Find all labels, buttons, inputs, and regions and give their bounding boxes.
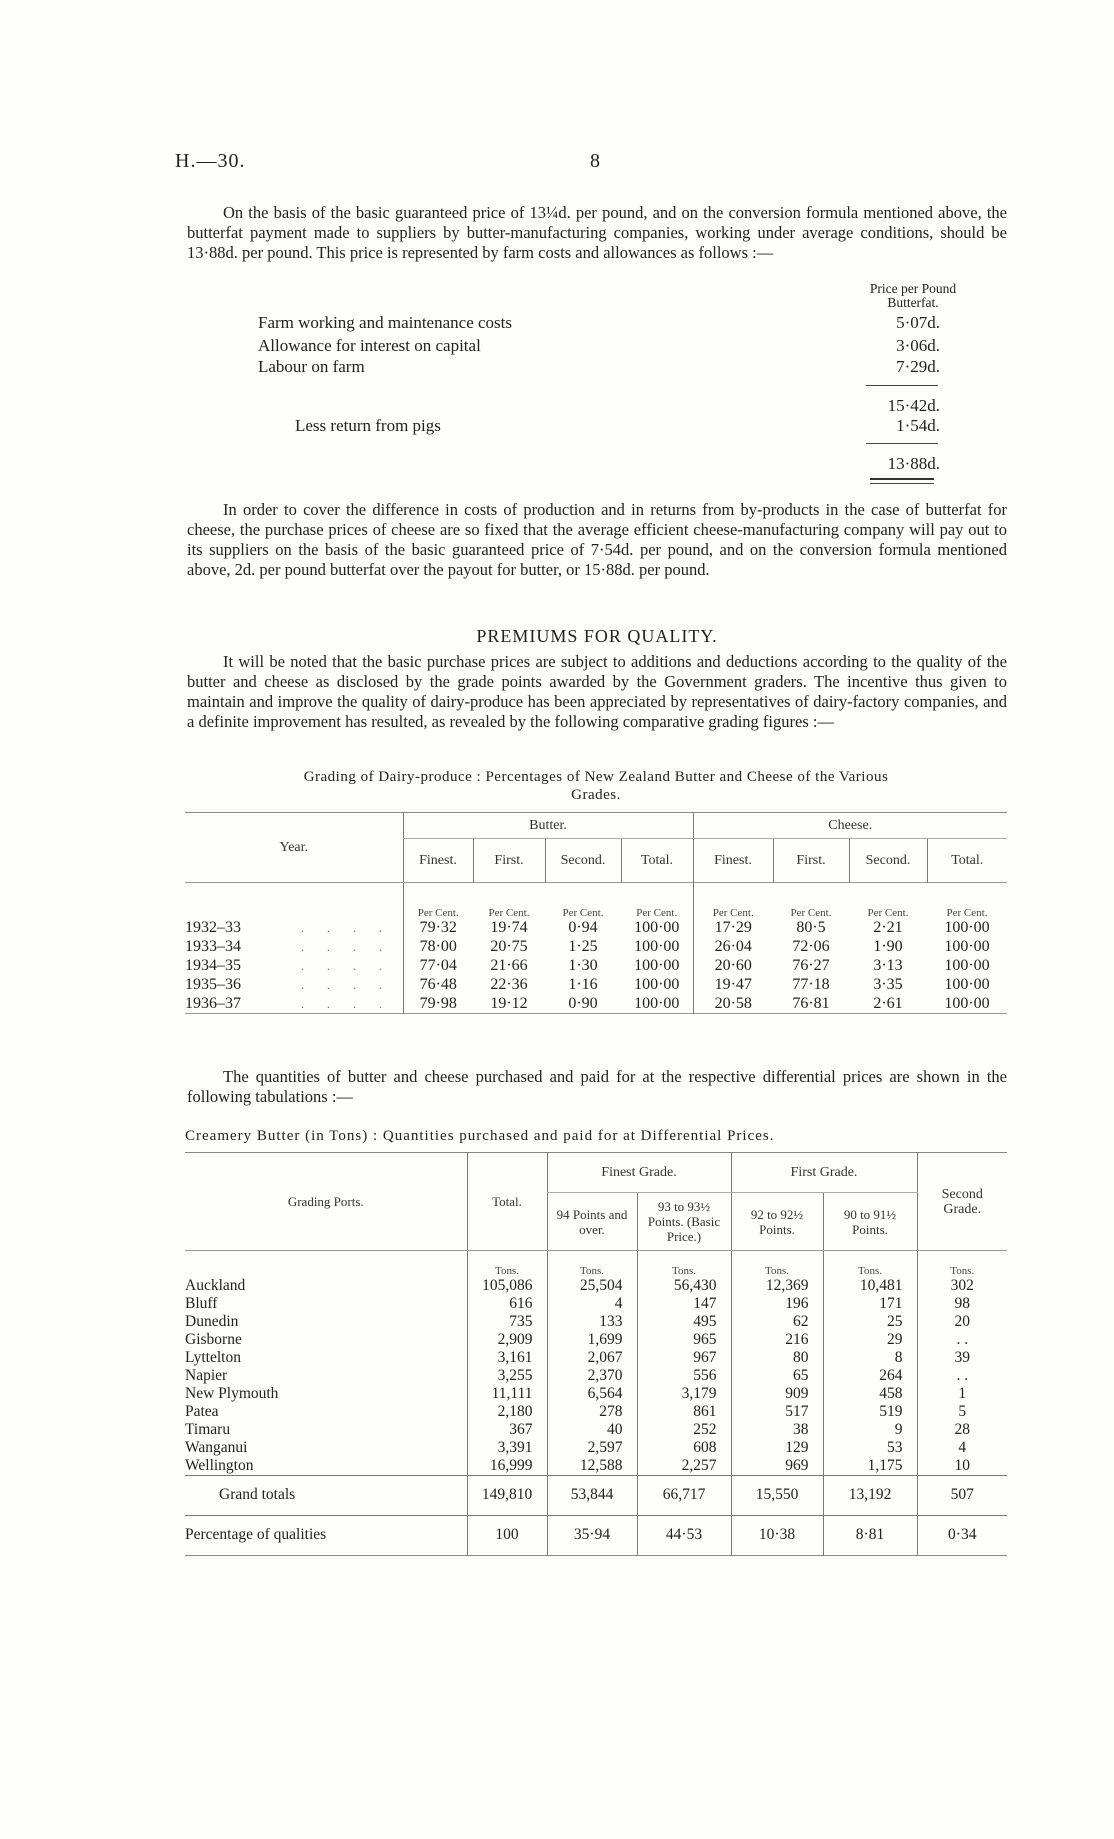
cost-row: Labour on farm — [258, 357, 365, 376]
grand-totals-label: Grand totals — [219, 1486, 296, 1503]
double-rule — [870, 483, 934, 484]
table-cell: 616 — [467, 1295, 547, 1313]
table-cell: 20·75 — [490, 938, 528, 955]
grand-totals-row — [185, 1475, 1007, 1515]
unit-label: Per Cent. — [636, 906, 678, 919]
table-cell: 44·53 — [637, 1515, 731, 1555]
table-row — [185, 1457, 1007, 1476]
unit-label: Tons. — [637, 1251, 731, 1277]
table-row: 1936–37 . . . . 79·98 19·12 0·90 100·00 20·58 76·81 2·61 100·00 — [185, 995, 1007, 1014]
table-cell: 100 — [467, 1515, 547, 1555]
table-cell: 2,180 — [467, 1403, 547, 1421]
cost-column-header: Price per Pound Butterfat. — [869, 281, 957, 310]
table-cell: 1,175 — [823, 1457, 917, 1476]
table-cell: 519 — [823, 1403, 917, 1421]
table-cell: 100·00 — [634, 994, 680, 1012]
cost-value: 5·07d. — [896, 313, 940, 332]
table-cell: 12,369 — [731, 1277, 823, 1295]
table-cell: 100·00 — [634, 957, 680, 974]
column-header: Second. — [849, 839, 927, 883]
port-name: Patea — [185, 1402, 219, 1420]
table-cell: 79·98 — [403, 995, 473, 1014]
table-cell: 39 — [917, 1349, 1007, 1367]
table-cell: 2·61 — [873, 994, 903, 1012]
table-cell: 19·12 — [490, 994, 528, 1012]
table-cell: 302 — [917, 1277, 1007, 1295]
document-reference: H.—30. — [175, 150, 246, 172]
table-cell: 2,909 — [467, 1331, 547, 1349]
table-cell: 38 — [731, 1421, 823, 1439]
table-cell: 17·29 — [693, 919, 773, 938]
table-cell: 3,179 — [637, 1385, 731, 1403]
cost-value: 7·29d. — [896, 357, 940, 376]
table-cell: 10 — [917, 1457, 1007, 1476]
table-cell: 861 — [637, 1403, 731, 1421]
table-cell: 149,810 — [467, 1475, 547, 1515]
table-cell: 8·81 — [823, 1515, 917, 1555]
table-cell: 0·90 — [568, 994, 598, 1012]
grading-table — [185, 812, 1007, 1014]
table-row: 1933–34 . . . . 78·00 20·75 1·25 100·00 26·04 72·06 1·90 100·00 — [185, 938, 1007, 957]
table-cell: 100·00 — [944, 919, 990, 936]
table-cell: 965 — [637, 1331, 731, 1349]
table-cell: . . — [917, 1367, 1007, 1385]
unit-label: Tons. — [731, 1251, 823, 1277]
table-cell: 10·38 — [731, 1515, 823, 1555]
table-cell: 9 — [823, 1421, 917, 1439]
column-header: Second. — [545, 839, 621, 883]
port-name: Dunedin — [185, 1312, 239, 1330]
table-cell: 1·30 — [568, 957, 598, 974]
unit-label: Tons. — [823, 1251, 917, 1277]
table-cell: 2,597 — [547, 1439, 637, 1457]
table-cell: 517 — [731, 1403, 823, 1421]
table-cell: 264 — [823, 1367, 917, 1385]
finest-grade-header: Finest Grade. — [547, 1153, 731, 1193]
cost-subtotal: 15·42d. — [887, 396, 940, 415]
table-cell: 35·94 — [547, 1515, 637, 1555]
cost-less-row: Less return from pigs — [295, 416, 441, 435]
table-cell: 909 — [731, 1385, 823, 1403]
column-header: Finest. — [403, 839, 473, 883]
table-row — [185, 1313, 1007, 1331]
percentage-row — [185, 1515, 1007, 1555]
table-cell: 100·00 — [944, 994, 990, 1012]
table-cell: 4 — [547, 1295, 637, 1313]
column-header: First. — [773, 839, 849, 883]
table-cell: 25,504 — [547, 1277, 637, 1295]
table-row — [185, 1367, 1007, 1385]
table-cell: 21·66 — [490, 957, 528, 974]
table-cell: 100·00 — [944, 938, 990, 955]
table-cell: 3·35 — [873, 976, 903, 993]
unit-label: Per Cent. — [867, 906, 909, 919]
unit-label: Tons. — [547, 1251, 637, 1277]
cost-row: Allowance for interest on capital — [258, 336, 481, 355]
table-cell: 12,588 — [547, 1457, 637, 1476]
table-cell: 105,086 — [467, 1277, 547, 1295]
total-header: Total. — [467, 1153, 547, 1251]
table-cell: 608 — [637, 1439, 731, 1457]
row-year: 1933–34 — [185, 938, 241, 955]
table-cell: 78·00 — [403, 938, 473, 957]
table-cell: 216 — [731, 1331, 823, 1349]
column-header: 90 to 91½ Points. — [823, 1193, 917, 1251]
table-row — [185, 1349, 1007, 1367]
table-cell: 77·18 — [792, 976, 830, 993]
second-grade-header: Second Grade. — [917, 1153, 1007, 1251]
table-row — [185, 1385, 1007, 1403]
table-cell: 22·36 — [490, 976, 528, 993]
table-cell: 25 — [823, 1313, 917, 1331]
unit-label: Per Cent. — [693, 883, 773, 919]
table-cell: 29 — [823, 1331, 917, 1349]
table-cell: 2,370 — [547, 1367, 637, 1385]
table-cell: 1,699 — [547, 1331, 637, 1349]
table-cell: 129 — [731, 1439, 823, 1457]
table-cell: 16,999 — [467, 1457, 547, 1476]
table-row — [185, 1277, 1007, 1295]
table-cell: 367 — [467, 1421, 547, 1439]
table-row: 1934–35 . . . . 77·04 21·66 1·30 100·00 20·60 76·27 3·13 100·00 — [185, 957, 1007, 976]
table-cell: 171 — [823, 1295, 917, 1313]
table-cell: 80 — [731, 1349, 823, 1367]
table-row: 1932–33 . . . . 79·32 19·74 0·94 100·00 17·29 80·5 2·21 100·00 — [185, 919, 1007, 938]
table-cell: 133 — [547, 1313, 637, 1331]
port-name: Wellington — [185, 1456, 254, 1474]
table-cell: 98 — [917, 1295, 1007, 1313]
row-year: 1936–37 — [185, 994, 241, 1012]
table-cell: 40 — [547, 1421, 637, 1439]
port-name: Gisborne — [185, 1330, 242, 1348]
table-cell: 100·00 — [634, 919, 680, 936]
column-header: First. — [473, 839, 545, 883]
table1-caption: Grading of Dairy-produce : Percentages of New Zealand Butter and Cheese of the Various Grades. — [303, 769, 889, 803]
unit-label: Per Cent. — [403, 883, 473, 919]
table-cell: 13,192 — [823, 1475, 917, 1515]
table-cell: 76·81 — [792, 994, 830, 1012]
table-cell: 26·04 — [693, 938, 773, 957]
table-row — [185, 1403, 1007, 1421]
column-header: 94 Points and over. — [547, 1193, 637, 1251]
page-number: 8 — [590, 150, 600, 172]
paragraph-basis: On the basis of the basic guaranteed price of 13¼d. per pound, and on the conversion formula mentioned above, the butterfat payment made to suppliers by butter-manufacturing companies, working under average conditions, should be 13·88d. per pound. This price is represented by farm costs and allowances as follows :— — [187, 203, 1007, 262]
butter-header: Butter. — [403, 813, 693, 839]
table-cell: 0·94 — [568, 919, 598, 936]
port-name: Auckland — [185, 1276, 246, 1294]
column-header: 93 to 93½ Points. (Basic Price.) — [637, 1193, 731, 1251]
table-cell: 1 — [917, 1385, 1007, 1403]
table-cell: 3,255 — [467, 1367, 547, 1385]
table-cell: 969 — [731, 1457, 823, 1476]
port-name: Lyttelton — [185, 1348, 241, 1366]
ports-header: Grading Ports. — [185, 1153, 467, 1251]
table-cell: 56,430 — [637, 1277, 731, 1295]
column-header: Total. — [621, 839, 693, 883]
first-grade-header: First Grade. — [731, 1153, 917, 1193]
table-cell: 80·5 — [796, 919, 826, 936]
table-cell: 100·00 — [634, 976, 680, 993]
table-cell: 1·90 — [873, 938, 903, 955]
table-cell: 196 — [731, 1295, 823, 1313]
table-cell: 495 — [637, 1313, 731, 1331]
unit-label: Per Cent. — [790, 906, 832, 919]
table-cell: 1·25 — [568, 938, 598, 955]
column-header: Total. — [927, 839, 1007, 883]
table-cell: 6,564 — [547, 1385, 637, 1403]
table-cell: 11,111 — [467, 1385, 547, 1403]
table-cell: 0·34 — [917, 1515, 1007, 1555]
unit-label: Per Cent. — [488, 906, 530, 919]
row-year: 1934–35 — [185, 957, 241, 974]
sum-rule — [866, 385, 938, 386]
port-name: Napier — [185, 1366, 228, 1384]
table-cell: 28 — [917, 1421, 1007, 1439]
table-cell: 4 — [917, 1439, 1007, 1457]
table-cell: 76·48 — [403, 976, 473, 995]
table-cell: 20·60 — [693, 957, 773, 976]
table-cell: 2·21 — [873, 919, 903, 936]
table-cell: 20·58 — [693, 995, 773, 1014]
table2-caption: Creamery Butter (in Tons) : Quantities purchased and paid for at Differential Prices. — [185, 1128, 775, 1144]
creamery-butter-table — [185, 1152, 1007, 1556]
table-cell: 3,391 — [467, 1439, 547, 1457]
paragraph-quantities: The quantities of butter and cheese purchased and paid for at the respective differential prices are shown in the following tabulations :— — [187, 1067, 1007, 1106]
cheese-header: Cheese. — [693, 813, 1007, 839]
paragraph-premiums: It will be noted that the basic purchase prices are subject to additions and deductions according to the quality of the butter and cheese as disclosed by the grade points awarded by the Government graders. The incentive thus given to maintain and improve the quality of dairy-produce has been appreciated by representatives of dairy-factory companies, and a definite improvement has resulted, as revealed by the following comparative grading figures :— — [187, 652, 1007, 731]
table-cell: 735 — [467, 1313, 547, 1331]
row-year: 1932–33 — [185, 919, 241, 936]
double-rule — [870, 478, 934, 480]
table-row — [185, 1439, 1007, 1457]
table-cell: 72·06 — [792, 938, 830, 955]
table-cell: 19·47 — [693, 976, 773, 995]
table-cell: 3·13 — [873, 957, 903, 974]
column-header: 92 to 92½ Points. — [731, 1193, 823, 1251]
unit-label: Per Cent. — [562, 906, 604, 919]
unit-label: Tons. — [467, 1251, 547, 1277]
table-cell: 66,717 — [637, 1475, 731, 1515]
column-header: Finest. — [693, 839, 773, 883]
table-cell: 20 — [917, 1313, 1007, 1331]
table-cell: 458 — [823, 1385, 917, 1403]
table-cell: 100·00 — [944, 976, 990, 993]
table-cell: 77·04 — [403, 957, 473, 976]
table-cell: 62 — [731, 1313, 823, 1331]
table-row — [185, 1421, 1007, 1439]
table-cell: 556 — [637, 1367, 731, 1385]
unit-label: Per Cent. — [946, 906, 988, 919]
port-name: Bluff — [185, 1294, 218, 1312]
table-row — [185, 1331, 1007, 1349]
port-name: New Plymouth — [185, 1384, 279, 1402]
table-cell: 2,257 — [637, 1457, 731, 1476]
table-cell: 76·27 — [792, 957, 830, 974]
table-cell: 100·00 — [634, 938, 680, 955]
table-row — [185, 1295, 1007, 1313]
port-name: Wanganui — [185, 1438, 248, 1456]
table-cell: 3,161 — [467, 1349, 547, 1367]
table-cell: 147 — [637, 1295, 731, 1313]
table-cell: 5 — [917, 1403, 1007, 1421]
table-cell: 1·16 — [568, 976, 598, 993]
unit-label: Tons. — [917, 1251, 1007, 1277]
table-cell: 10,481 — [823, 1277, 917, 1295]
table-cell: 507 — [917, 1475, 1007, 1515]
table-cell: 2,067 — [547, 1349, 637, 1367]
cost-total: 13·88d. — [887, 454, 940, 473]
table-cell: 19·74 — [490, 919, 528, 936]
table-cell: 65 — [731, 1367, 823, 1385]
table-row: 1935–36 . . . . 76·48 22·36 1·16 100·00 19·47 77·18 3·35 100·00 — [185, 976, 1007, 995]
table-cell: 79·32 — [403, 919, 473, 938]
paragraph-cheese: In order to cover the difference in costs of production and in returns from by-products in the case of butterfat for cheese, the purchase prices of cheese are so fixed that the average efficient cheese-manufacturing company will pay out to its suppliers on the basis of the basic guaranteed price of 7·54d. per pound, and on the conversion formula mentioned above, 2d. per pound butterfat over the payout for butter, or 15·88d. per pound. — [187, 500, 1007, 579]
section-heading: PREMIUMS FOR QUALITY. — [476, 626, 718, 646]
table-cell: 53,844 — [547, 1475, 637, 1515]
table-cell: 967 — [637, 1349, 731, 1367]
port-name: Timaru — [185, 1420, 231, 1438]
table-cell: 100·00 — [944, 957, 990, 974]
table-cell: 8 — [823, 1349, 917, 1367]
row-year: 1935–36 — [185, 976, 241, 993]
table-cell: . . — [917, 1331, 1007, 1349]
table-cell: 278 — [547, 1403, 637, 1421]
cost-less-value: 1·54d. — [896, 416, 940, 435]
cost-row: Farm working and maintenance costs — [258, 313, 512, 332]
year-header: Year. — [185, 813, 403, 883]
percentage-label: Percentage of qualities — [185, 1526, 327, 1543]
table-cell: 53 — [823, 1439, 917, 1457]
cost-value: 3·06d. — [896, 336, 940, 355]
table-cell: 252 — [637, 1421, 731, 1439]
table-cell: 15,550 — [731, 1475, 823, 1515]
sum-rule — [866, 443, 938, 444]
